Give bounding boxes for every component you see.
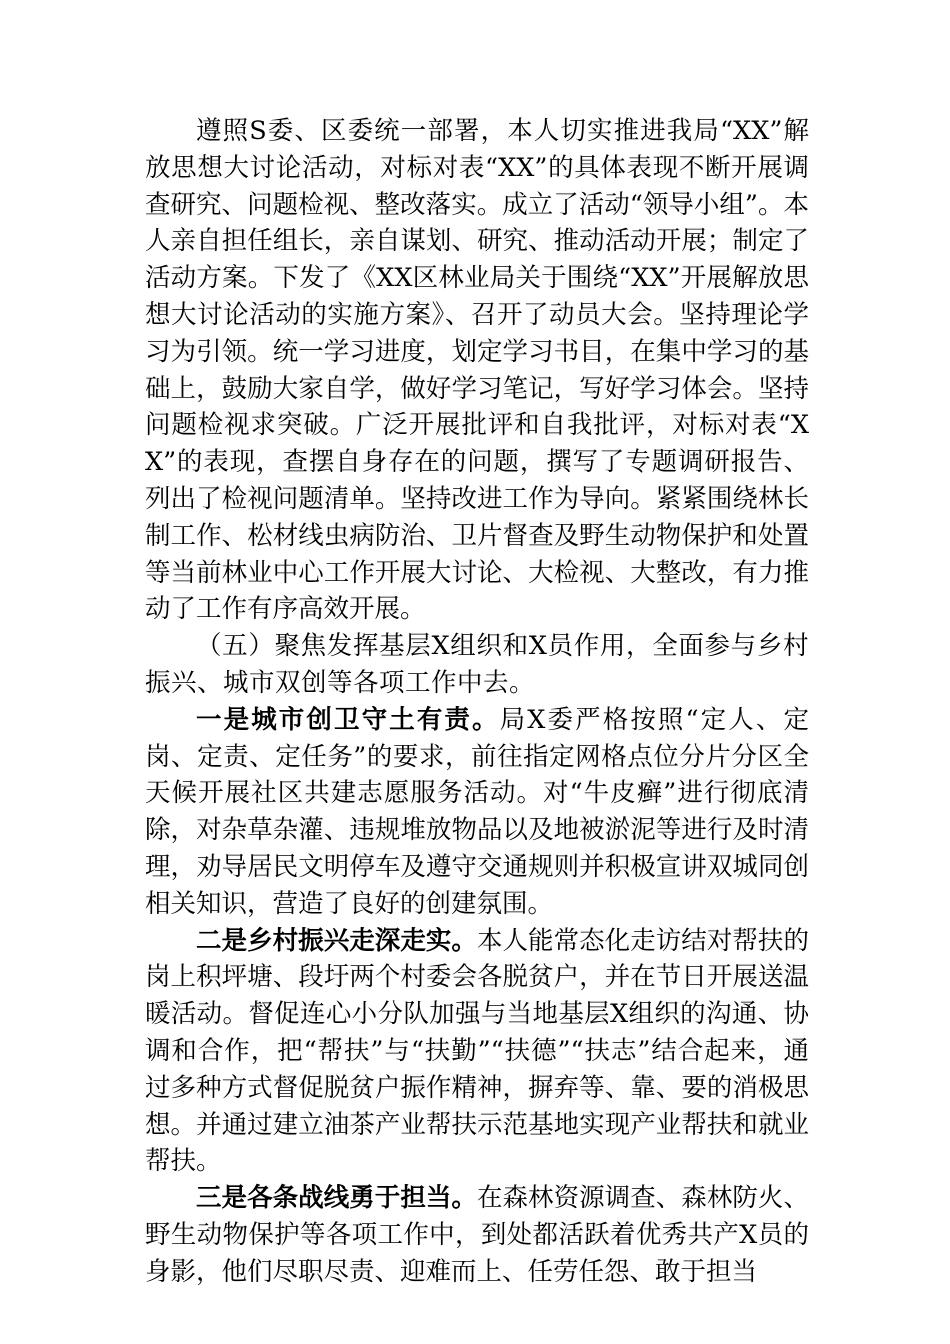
paragraph-text: 本人能常态化走访结对帮扶的岗上积坪塘、段圩两个村委会各脱贫户，并在节日开展送温暖活动。督促连心小分队加强与当地基层X组织的沟通、协调和合作，把“帮扶”与“扶勤”“扶德”“扶志”结合起来，通过多种方式督促脱贫户振作精神，摒弃等、靠、要的消极思想。并通过建立油茶产业帮扶示范基地实现产业帮扶和就业帮扶。 xyxy=(145,925,809,1177)
paragraph-lead: 一是城市创卫守土有责。 xyxy=(196,704,500,735)
heading-text: （五）聚焦发挥基层X组织和X员作用，全面参与乡村振兴、城市双创等各项工作中去。 xyxy=(145,631,809,698)
section-heading-five xyxy=(145,628,809,702)
paragraph-lead: 三是各条战线勇于担当。 xyxy=(196,1183,477,1214)
paragraph-text: 遵照S委、区委统一部署，本人切实推进我局“XX”解放思想大讨论活动，对标对表“XX”的具体表现不断开展调查研究、问题检视、整改落实。成立了活动“领导小组”。本人亲自担任组长，亲自谋划、研究、推动活动开展；制定了活动方案。下发了《XX区林业局关于围绕“XX”开展解放思想大讨论活动的实施方案》、召开了动员大会。坚持理论学习为引领。统一学习进度，划定学习书目，在集中学习的基础上，鼓励大家自学，做好学习笔记，写好学习体会。坚持问题检视求突破。广泛开展批评和自我批评，对标对表“XX”的表现，查摆自身存在的问题，撰写了专题调研报告、列出了检视问题清单。坚持改进工作为导向。紧紧围绕林长制工作、松材线虫病防治、卫片督查及野生动物保护和处置等当前林业中心工作开展大讨论、大检视、大整改，有力推动了工作有序高效开展。 xyxy=(145,116,809,625)
paragraph-lead: 二是乡村振兴走深走实。 xyxy=(196,925,477,956)
paragraph-all-fronts xyxy=(145,1180,809,1290)
paragraph-work-summary xyxy=(145,113,809,628)
paragraph-city-sanitation xyxy=(145,702,809,923)
paragraph-text: 局X委严格按照“定人、定岗、定责、定任务”的要求，前往指定网格点位分片分区全天候开展社区共建志愿服务活动。对“牛皮癣”进行彻底清除，对杂草杂灌、违规堆放物品以及地被淤泥等进行及时清理，劝导居民文明停车及遵守交通规则并积极宣讲双城同创相关知识，营造了良好的创建氛围。 xyxy=(145,704,809,919)
paragraph-text: 在森林资源调查、森林防火、野生动物保护等各项工作中，到处都活跃着优秀共产X员的身影，他们尽职尽责、迎难而上、任劳任怨、敢于担当 xyxy=(145,1183,809,1287)
paragraph-rural-revitalization xyxy=(145,923,809,1181)
document-page xyxy=(145,113,809,1291)
